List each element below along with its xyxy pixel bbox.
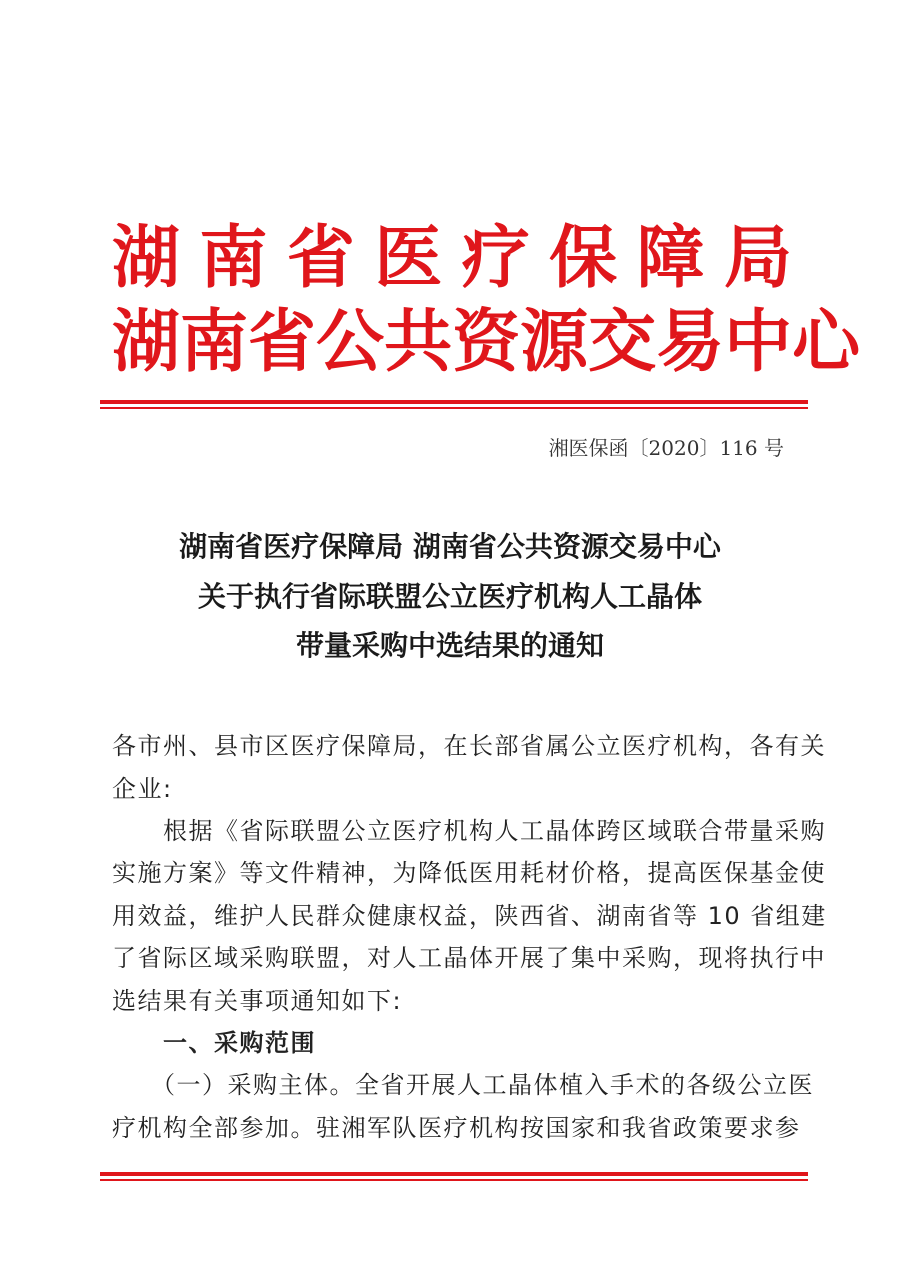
body-line: 用效益，维护人民群众健康权益，陕西省、湖南省等 10 省组建 bbox=[112, 902, 827, 930]
masthead-line-1 bbox=[112, 218, 792, 298]
masthead-char: 源 bbox=[520, 302, 589, 382]
masthead-char: 局 bbox=[723, 218, 792, 298]
masthead-char: 疗 bbox=[461, 218, 530, 298]
body-line: 了省际区域采购联盟，对人工晶体开展了集中采购，现将执行中 bbox=[112, 944, 826, 972]
masthead-char: 南 bbox=[199, 218, 268, 298]
masthead-char: 保 bbox=[549, 218, 618, 298]
masthead-char: 省 bbox=[248, 302, 317, 382]
body-line: （一）采购主体。全省开展人工晶体植入手术的各级公立医 bbox=[112, 1071, 814, 1099]
title-line-3: 带量采购中选结果的通知 bbox=[295, 629, 604, 662]
masthead-char: 易 bbox=[656, 302, 725, 382]
masthead-char: 南 bbox=[180, 302, 249, 382]
body-line: 各市州、县市区医疗保障局，在长部省属公立医疗机构，各有关 bbox=[112, 732, 826, 760]
masthead-divider-thin bbox=[100, 407, 808, 409]
masthead-line-2 bbox=[112, 302, 861, 382]
masthead-char: 省 bbox=[286, 218, 355, 298]
body-line: 企业: bbox=[112, 775, 173, 803]
section-heading: 一、采购范围 bbox=[112, 1029, 316, 1057]
masthead-char: 心 bbox=[792, 302, 861, 382]
masthead-char: 交 bbox=[588, 302, 657, 382]
body-line: 疗机构全部参加。驻湘军队医疗机构按国家和我省政策要求参 bbox=[112, 1114, 801, 1142]
masthead-divider-thick bbox=[100, 400, 808, 404]
body-line: 根据《省际联盟公立医疗机构人工晶体跨区域联合带量采购 bbox=[112, 817, 826, 845]
masthead-char: 共 bbox=[384, 302, 453, 382]
masthead-char: 障 bbox=[636, 218, 705, 298]
body-line: 选结果有关事项通知如下: bbox=[112, 987, 403, 1015]
masthead-char: 湖 bbox=[112, 302, 181, 382]
masthead-char: 湖 bbox=[112, 218, 181, 298]
title-line-2: 关于执行省际联盟公立医疗机构人工晶体 bbox=[197, 580, 702, 613]
masthead-char: 公 bbox=[316, 302, 385, 382]
masthead-char: 中 bbox=[724, 302, 793, 382]
footer-divider-thin bbox=[100, 1179, 808, 1181]
body-line: 实施方案》等文件精神，为降低医用耗材价格，提高医保基金使 bbox=[112, 859, 826, 887]
document-number: 湘医保函〔2020〕116 号 bbox=[548, 436, 784, 460]
masthead-char: 资 bbox=[452, 302, 521, 382]
footer-divider-thick bbox=[100, 1172, 808, 1176]
masthead-char: 医 bbox=[374, 218, 443, 298]
title-line-1: 湖南省医疗保障局 湖南省公共资源交易中心 bbox=[179, 530, 721, 563]
